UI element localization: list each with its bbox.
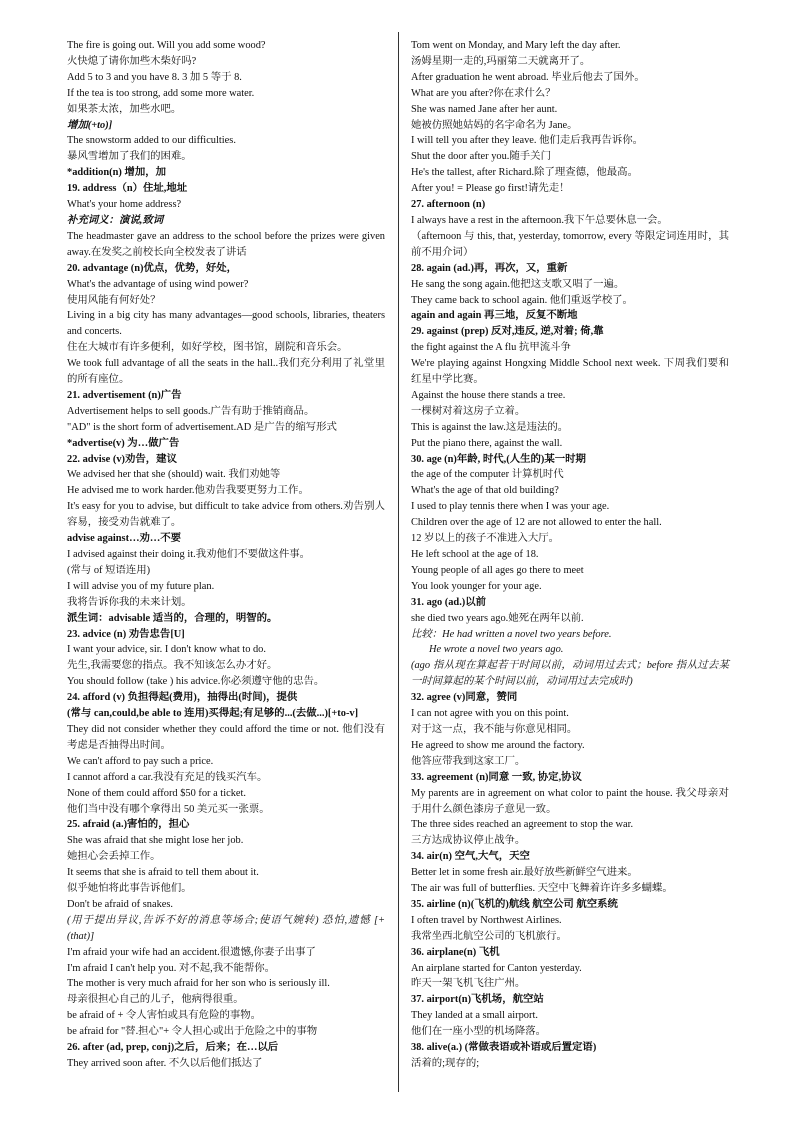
text-line: 28. again (ad.)再，再次，又，重新	[411, 262, 568, 274]
text-line: They did not consider whether they could afford the time or not. 他们没有考虑是否抽得出时间。	[67, 723, 385, 751]
text-line: If the tea is too strong, add some more water.	[67, 87, 255, 99]
text-line: This is against the law.这是违法的。	[411, 421, 569, 433]
text-line: He left school at the age of 18.	[411, 549, 539, 560]
text-line: I always have a rest in the afternoon.我下午总要休息一会。	[411, 214, 668, 226]
text-line: After graduation he went abroad. 毕业后他去了国外。	[411, 71, 645, 83]
text-line: It's easy for you to advise, but difficult to take advice from others.劝告别人容易，接受劝告就难了。	[67, 501, 385, 529]
text-line: 21. advertisement (n)广告	[67, 389, 182, 401]
text-line: 他们当中没有哪个拿得出 50 美元买一张票。	[67, 803, 270, 815]
text-line: He sang the song again.他把这支歌又唱了一遍。	[411, 278, 625, 290]
text-line: 火快熄了请你加些木柴好吗?	[67, 55, 197, 67]
text-line: 住在大城市有许多便利，如好学校，图书馆，剧院和音乐会。	[67, 342, 348, 354]
text-line: None of them could afford $50 for a ticket.	[67, 787, 246, 799]
text-line: 27. afternoon (n)	[411, 199, 486, 211]
text-line: Tom went on Monday, and Mary left the day after.	[411, 40, 621, 51]
text-line: I can not agree with you on this point.	[411, 708, 569, 720]
text-line: 我将告诉你我的未来计划。	[67, 596, 192, 608]
text-line: 我常坐西北航空公司的飞机旅行。	[411, 930, 567, 942]
text-line: the fight against the A flu 抗甲流斗争	[411, 342, 571, 354]
text-line: What's the advantage of using wind power?	[67, 278, 249, 290]
text-line: 似乎她怕将此事告诉他们。	[67, 883, 192, 895]
text-line: He wrote a novel two years ago.	[429, 644, 564, 656]
text-line: We advised her that she (should) wait. 我们劝她等	[67, 469, 281, 481]
text-line: Children over the age of 12 are not allowed to enter the hall.	[411, 517, 662, 529]
text-line: She was afraid that she might lose her job.	[67, 835, 244, 847]
text-line: (用于提出异议,告诉不好的消息等场合;使语气婉转) 恐怕,遗憾 [+(that)]	[67, 914, 385, 942]
text-line: 22. advise (v)劝告，建议	[67, 453, 177, 465]
text-line: 38. alive(a.) (常做表语或补语或后置定语)	[411, 1042, 597, 1054]
text-line: You look younger for your age.	[411, 580, 542, 592]
text-line: 使用风能有何好处？	[67, 294, 161, 306]
text-line: 昨天一架飞机飞往广州。	[411, 978, 526, 990]
text-line: advise against…劝…不要	[67, 533, 182, 545]
text-line: They arrived soon after. 不久以后他们抵达了	[67, 1058, 263, 1069]
text-line: 一棵树对着这房子立着。	[411, 405, 526, 417]
text-line: 他答应带我到这家工厂。	[411, 755, 526, 767]
text-line: 26. after (ad, prep, conj)之后，后来；在…以后	[67, 1042, 279, 1054]
text-line: (ago 指从现在算起若干时间以前，动词用过去式；before 指从过去某一时间算起的某个时间以前，动词用过去完成时)	[411, 660, 729, 688]
text-line: 母亲很担心自己的儿子，他病得很重。	[67, 994, 244, 1006]
text-line: 先生,我需要您的指点。我不知该怎么办才好。	[67, 660, 278, 672]
text-line: I used to play tennis there when I was your age.	[411, 501, 610, 513]
text-line: 三方达成协议停止战争。	[411, 835, 526, 847]
text-line: 补充词义：演说,致词	[67, 214, 164, 226]
text-line: They came back to school again. 他们重返学校了。	[411, 294, 633, 306]
text-line: *addition(n) 增加，加	[67, 167, 167, 179]
text-line: The snowstorm added to our difficulties.	[67, 135, 236, 147]
text-line: The fire is going out. Will you add some wood?	[67, 40, 266, 51]
text-line: 36. airplane(n) 飞机	[411, 946, 500, 958]
text-line: He advised me to work harder.他劝告我要更努力工作。	[67, 485, 309, 497]
text-line: 增加(+to)]	[67, 119, 113, 131]
text-line: Put the piano there, against the wall.	[411, 437, 563, 449]
text-line: *advertise(v) 为…做广告	[67, 437, 180, 449]
text-line: 25. afraid (a.)害怕的，担心	[67, 819, 190, 831]
text-line: "AD" is the short form of advertisement.AD 是广告的缩写形式	[67, 421, 337, 433]
text-line: (常与 can,could,be able to 连用)买得起;有足够的...(去做...)[+to-v]	[67, 708, 359, 720]
text-line: It seems that she is afraid to tell them about it.	[67, 867, 259, 879]
text-line: He's the tallest, after Richard.除了理查德，他最高。	[411, 167, 638, 179]
text-line: 如果茶太浓，加些水吧。	[67, 103, 182, 115]
text-line: Add 5 to 3 and you have 8. 3 加 5 等于 8.	[67, 71, 242, 83]
text-line: Don't be afraid of snakes.	[67, 898, 174, 910]
text-line: They landed at a small airport.	[411, 1010, 538, 1022]
text-line: 她被仿照她姑妈的名字命名为 Jane。	[411, 119, 578, 131]
text-line: 35. airline (n)(飞机的)航线 航空公司 航空系统	[411, 898, 618, 910]
text-line: 她担心会丢掉工作。	[67, 851, 161, 863]
text-line: The three sides reached an agreement to stop the war.	[411, 819, 634, 831]
text-line: I'm afraid I can't help you. 对不起,我不能帮你。	[67, 962, 276, 974]
text-line: (常与 of 短语连用)	[67, 564, 151, 576]
text-line: Young people of all ages go there to meet	[411, 564, 584, 576]
text-line: Advertisement helps to sell goods.广告有助于推销商品。	[67, 405, 315, 417]
right-column	[411, 38, 729, 1072]
text-line: What are you after?你在求什么？	[411, 87, 556, 99]
text-line: 33. agreement (n)同意 一致, 协定,协议	[411, 771, 582, 783]
text-line: 34. air(n) 空气,大气，天空	[411, 851, 530, 863]
text-line: 31. ago (ad.)以前	[411, 596, 487, 608]
text-line: My parents are in agreement on what color to paint the house. 我父母亲对于用什么颜色漆房子意见一致。	[411, 787, 729, 815]
text-line: 20. advantage (n)优点，优势，好处，	[67, 262, 238, 274]
text-line: be afraid of + 令人害怕或具有危险的事物。	[67, 1010, 262, 1022]
text-line: be afraid for "替.担心"+ 令人担心或出于危险之中的事物	[67, 1026, 318, 1038]
text-line: 汤姆星期一走的,玛丽第二天就离开了。	[411, 55, 591, 67]
text-line: 37. airport(n)飞机场，航空站	[411, 994, 544, 1006]
text-line: Better let in some fresh air.最好放些新鲜空气进来。	[411, 867, 638, 879]
text-line: What's your home address?	[67, 199, 182, 211]
text-line: I will advise you of my future plan.	[67, 580, 215, 592]
text-line: 23. advice (n) 劝告忠告[U]	[67, 628, 185, 640]
text-line: 24. afford (v) 负担得起(费用)，抽得出(时间)，提供	[67, 692, 298, 704]
text-line: 19. address（n）住址,地址	[67, 183, 188, 195]
text-line: We can't afford to pay such a price.	[67, 755, 214, 767]
text-line: After you! = Please go first!请先走！	[411, 183, 570, 195]
text-line: 29. against (prep) 反对,违反, 逆,对着; 倚,靠	[411, 326, 604, 338]
text-line: 暴风雪增加了我们的困难。	[67, 151, 192, 163]
text-line: I often travel by Northwest Airlines.	[411, 914, 562, 926]
text-line: We're playing against Hongxing Middle School next week. 下周我们要和红星中学比赛。	[411, 358, 729, 386]
text-line: The air was full of butterflies. 天空中飞舞着许许多多蝴蝶。	[411, 883, 673, 895]
text-line: The mother is very much afraid for her son who is seriously ill.	[67, 978, 330, 990]
text-line: He agreed to show me around the factory.	[411, 739, 585, 751]
text-line: 派生词：advisable 适当的，合理的，明智的。	[67, 612, 278, 624]
text-line: the age of the computer 计算机时代	[411, 469, 564, 481]
text-line: What's the age of that old building?	[411, 485, 559, 497]
text-line: Shut the door after you.随手关门	[411, 151, 551, 163]
text-line: 比较：He had written a novel two years before.	[411, 628, 612, 640]
text-line: I will tell you after they leave. 他们走后我再告诉你。	[411, 135, 644, 147]
text-line: 30. age (n)年龄, 时代,(人生的)某一时期	[411, 453, 586, 465]
text-line: She was named Jane after her aunt.	[411, 103, 558, 115]
text-line: The headmaster gave an address to the school before the prizes were given away.在发奖之前校长向全校发表了讲话	[67, 230, 385, 258]
text-line: I cannot afford a car.我没有充足的钱买汽车。	[67, 771, 268, 783]
text-line: You should follow (take ) his advice.你必须遵守他的忠告。	[67, 676, 325, 688]
text-line: she died two years ago.她死在两年以前.	[411, 612, 584, 624]
left-column	[67, 38, 385, 1072]
column-divider	[398, 32, 399, 1092]
text-line: We took full advantage of all the seats in the hall..我们充分利用了礼堂里的所有座位。	[67, 358, 385, 386]
text-line: （afternoon 与 this, that, yesterday, tomorrow, every 等限定词连用时，其前不用介词）	[411, 230, 729, 258]
text-line: An airplane started for Canton yesterday.	[411, 962, 582, 974]
text-line: I want your advice, sir. I don't know what to do.	[67, 644, 266, 656]
text-line: 他们在一座小型的机场降落。	[411, 1026, 547, 1038]
text-line: 活着的;现存的;	[411, 1058, 480, 1069]
text-line: 32. agree (v)同意，赞同	[411, 692, 518, 704]
text-line: again and again 再三地，反复不断地	[411, 310, 578, 322]
text-line: I advised against their doing it.我劝他们不要做这件事。	[67, 549, 310, 560]
text-line: 12 岁以上的孩子不准进入大厅。	[411, 533, 560, 545]
text-line: I'm afraid your wife had an accident.很遗憾,你妻子出事了	[67, 946, 316, 958]
text-line: Against the house there stands a tree.	[411, 389, 566, 401]
text-line: 对于这一点，我不能与你意见相同。	[411, 723, 578, 735]
text-line: Living in a big city has many advantages—good schools, libraries, theaters and concerts.	[67, 310, 385, 338]
